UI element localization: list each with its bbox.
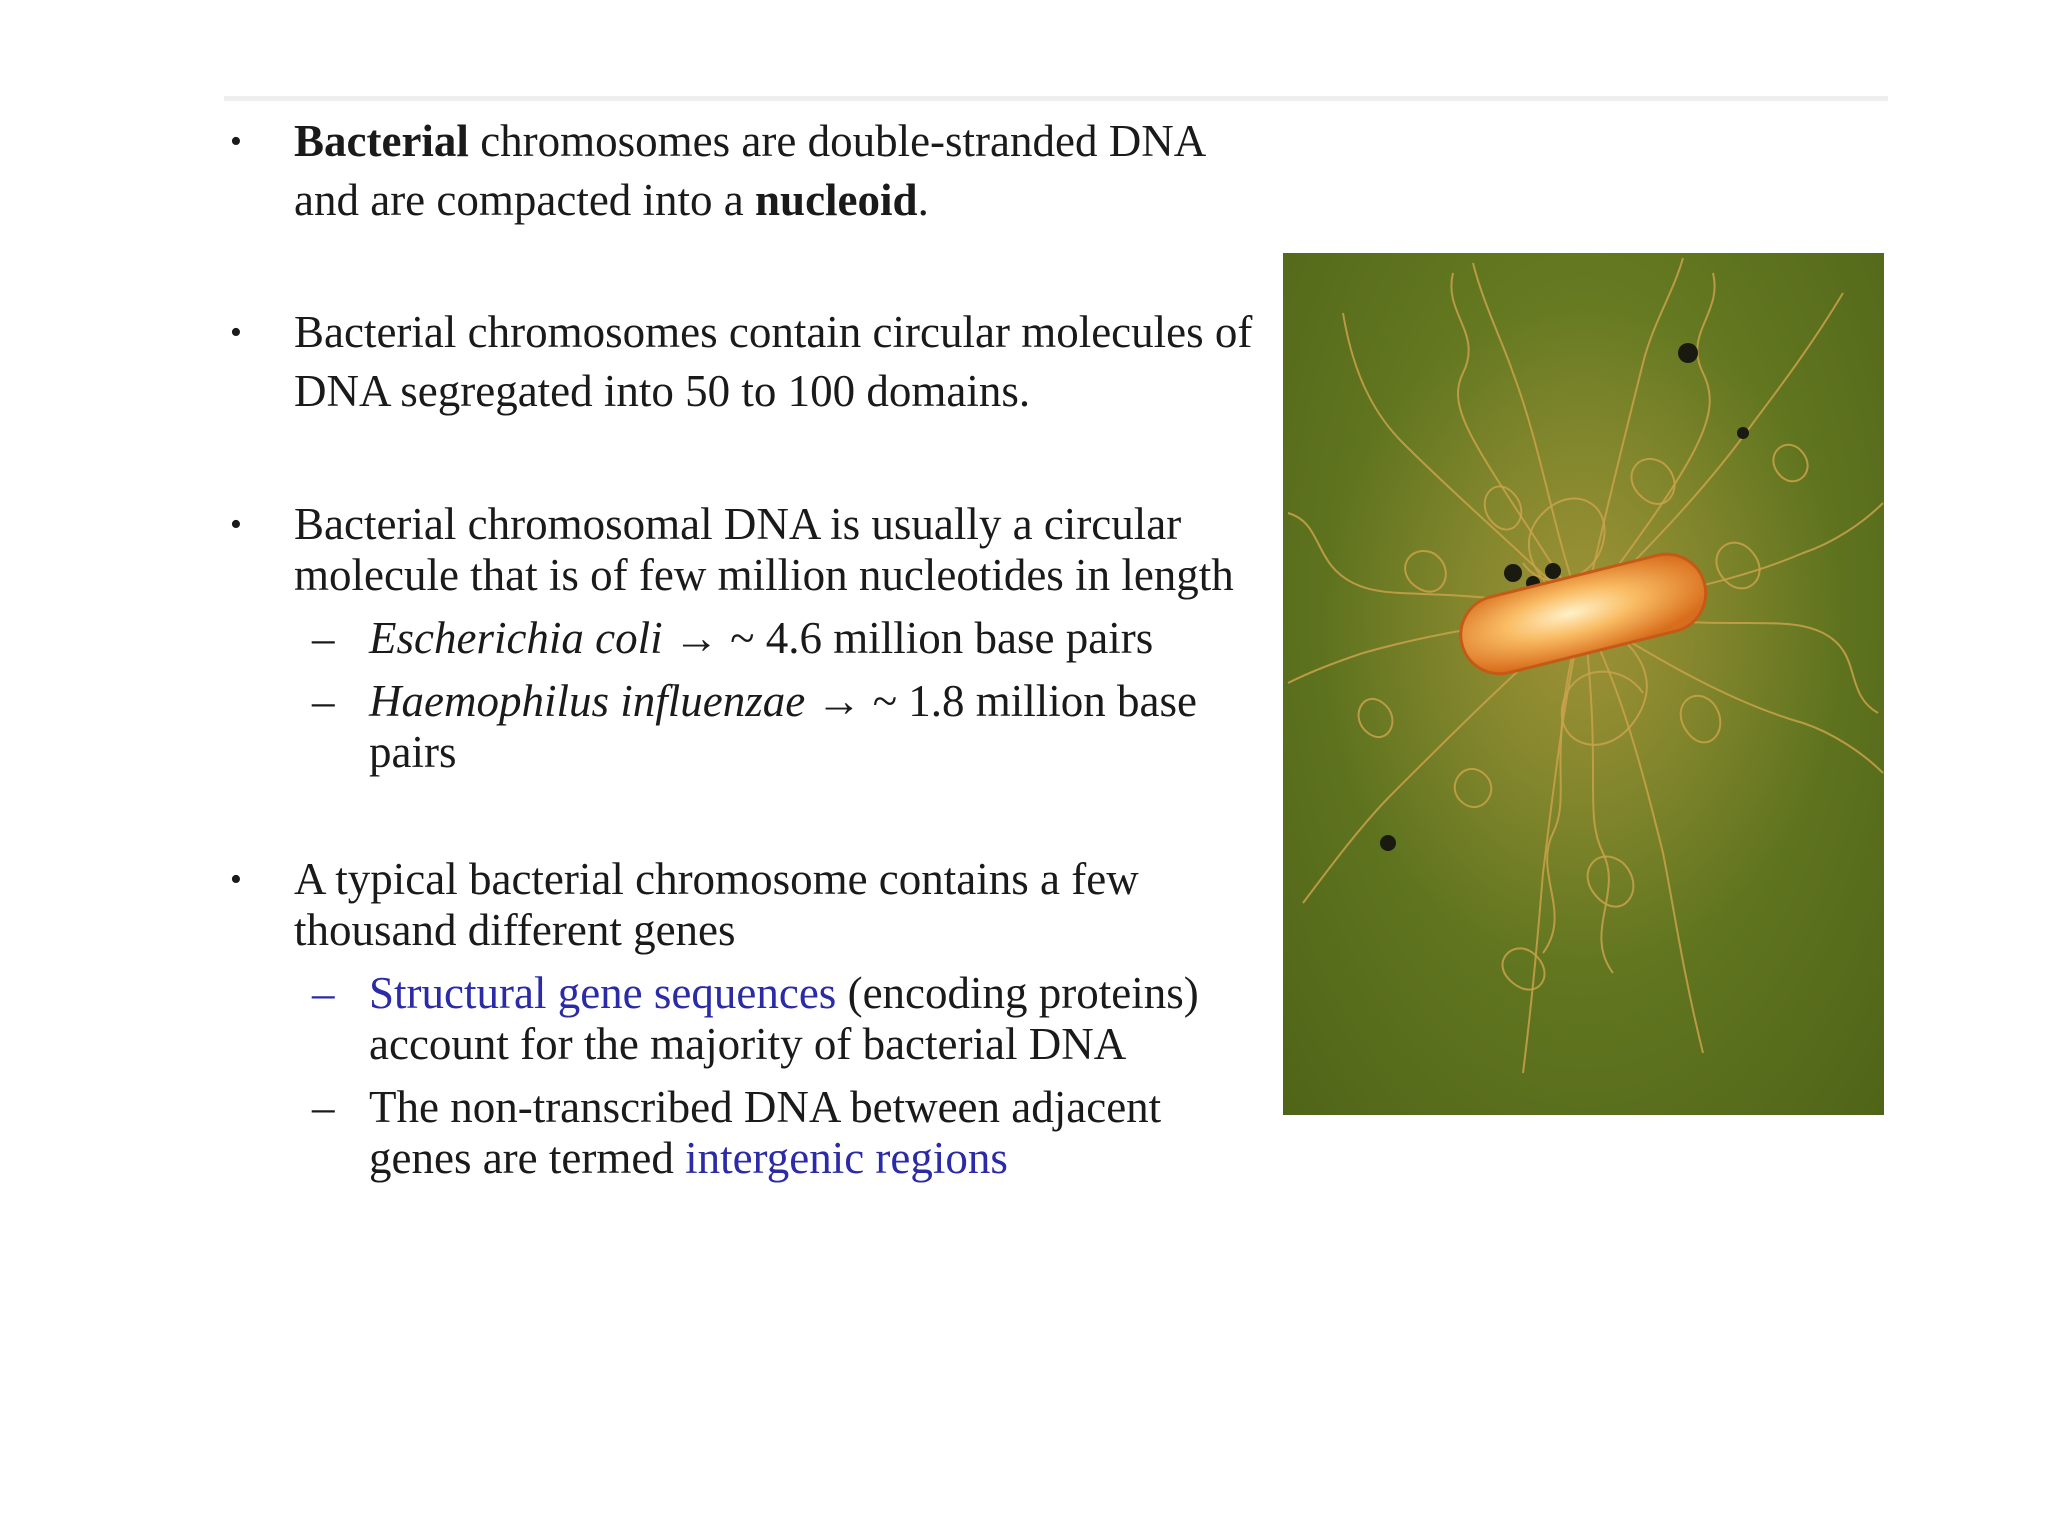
term-intergenic-regions: intergenic regions (685, 1133, 1008, 1183)
bullet-marker: • (230, 123, 242, 160)
sub-text: The non-transcribed DNA between adjacent genes are termed (369, 1082, 1162, 1183)
dash-marker: – (312, 968, 335, 1018)
bullet-domains (224, 303, 1264, 421)
bullet-marker: • (230, 861, 242, 898)
bullet-text: chromosomes are double-stranded DNA and are compacted into a (294, 116, 1204, 225)
micrograph-illustration (1283, 253, 1884, 1115)
genome-size: ~ 4.6 million base pairs (718, 613, 1154, 663)
bullet-marker: • (230, 506, 242, 543)
arrow-icon: → (673, 613, 719, 663)
sub-item-structural-genes (294, 968, 1264, 1070)
species-name: Haemophilus influenzae (369, 676, 806, 726)
bullet-nucleoid (224, 112, 1264, 230)
bullet-chromosome-length (224, 499, 1264, 778)
term-structural-gene-sequences: Structural gene sequences (369, 968, 837, 1018)
top-divider (224, 96, 1888, 101)
bullet-text-end: . (917, 175, 929, 225)
species-name: Escherichia coli (369, 613, 663, 663)
sub-item-intergenic (294, 1082, 1264, 1184)
slide-body (224, 112, 1264, 1184)
bullet-marker: • (230, 314, 242, 351)
sub-item-haemophilus (294, 676, 1264, 778)
bullet-text: A typical bacterial chromosome contains a few thousand different genes (294, 854, 1139, 955)
term-bacterial: Bacterial (294, 116, 469, 166)
dash-marker: – (312, 1082, 335, 1132)
bullet-genes (224, 854, 1264, 1184)
dash-marker: – (312, 613, 335, 663)
bullet-text: Bacterial chromosomes contain circular molecules of DNA segregated into 50 to 100 domains. (294, 307, 1253, 416)
genome-size: ~ 1.8 million base pairs (369, 676, 1198, 777)
term-nucleoid: nucleoid (755, 175, 918, 225)
arrow-icon: → (816, 676, 862, 726)
dash-marker: – (312, 676, 335, 726)
sub-item-ecoli (294, 613, 1264, 664)
bacterium-dna-micrograph (1283, 253, 1884, 1115)
bullet-text: Bacterial chromosomal DNA is usually a circular molecule that is of few million nucleotides in length (294, 499, 1234, 600)
sub-text: (encoding proteins) account for the majority of bacterial DNA (369, 968, 1199, 1069)
